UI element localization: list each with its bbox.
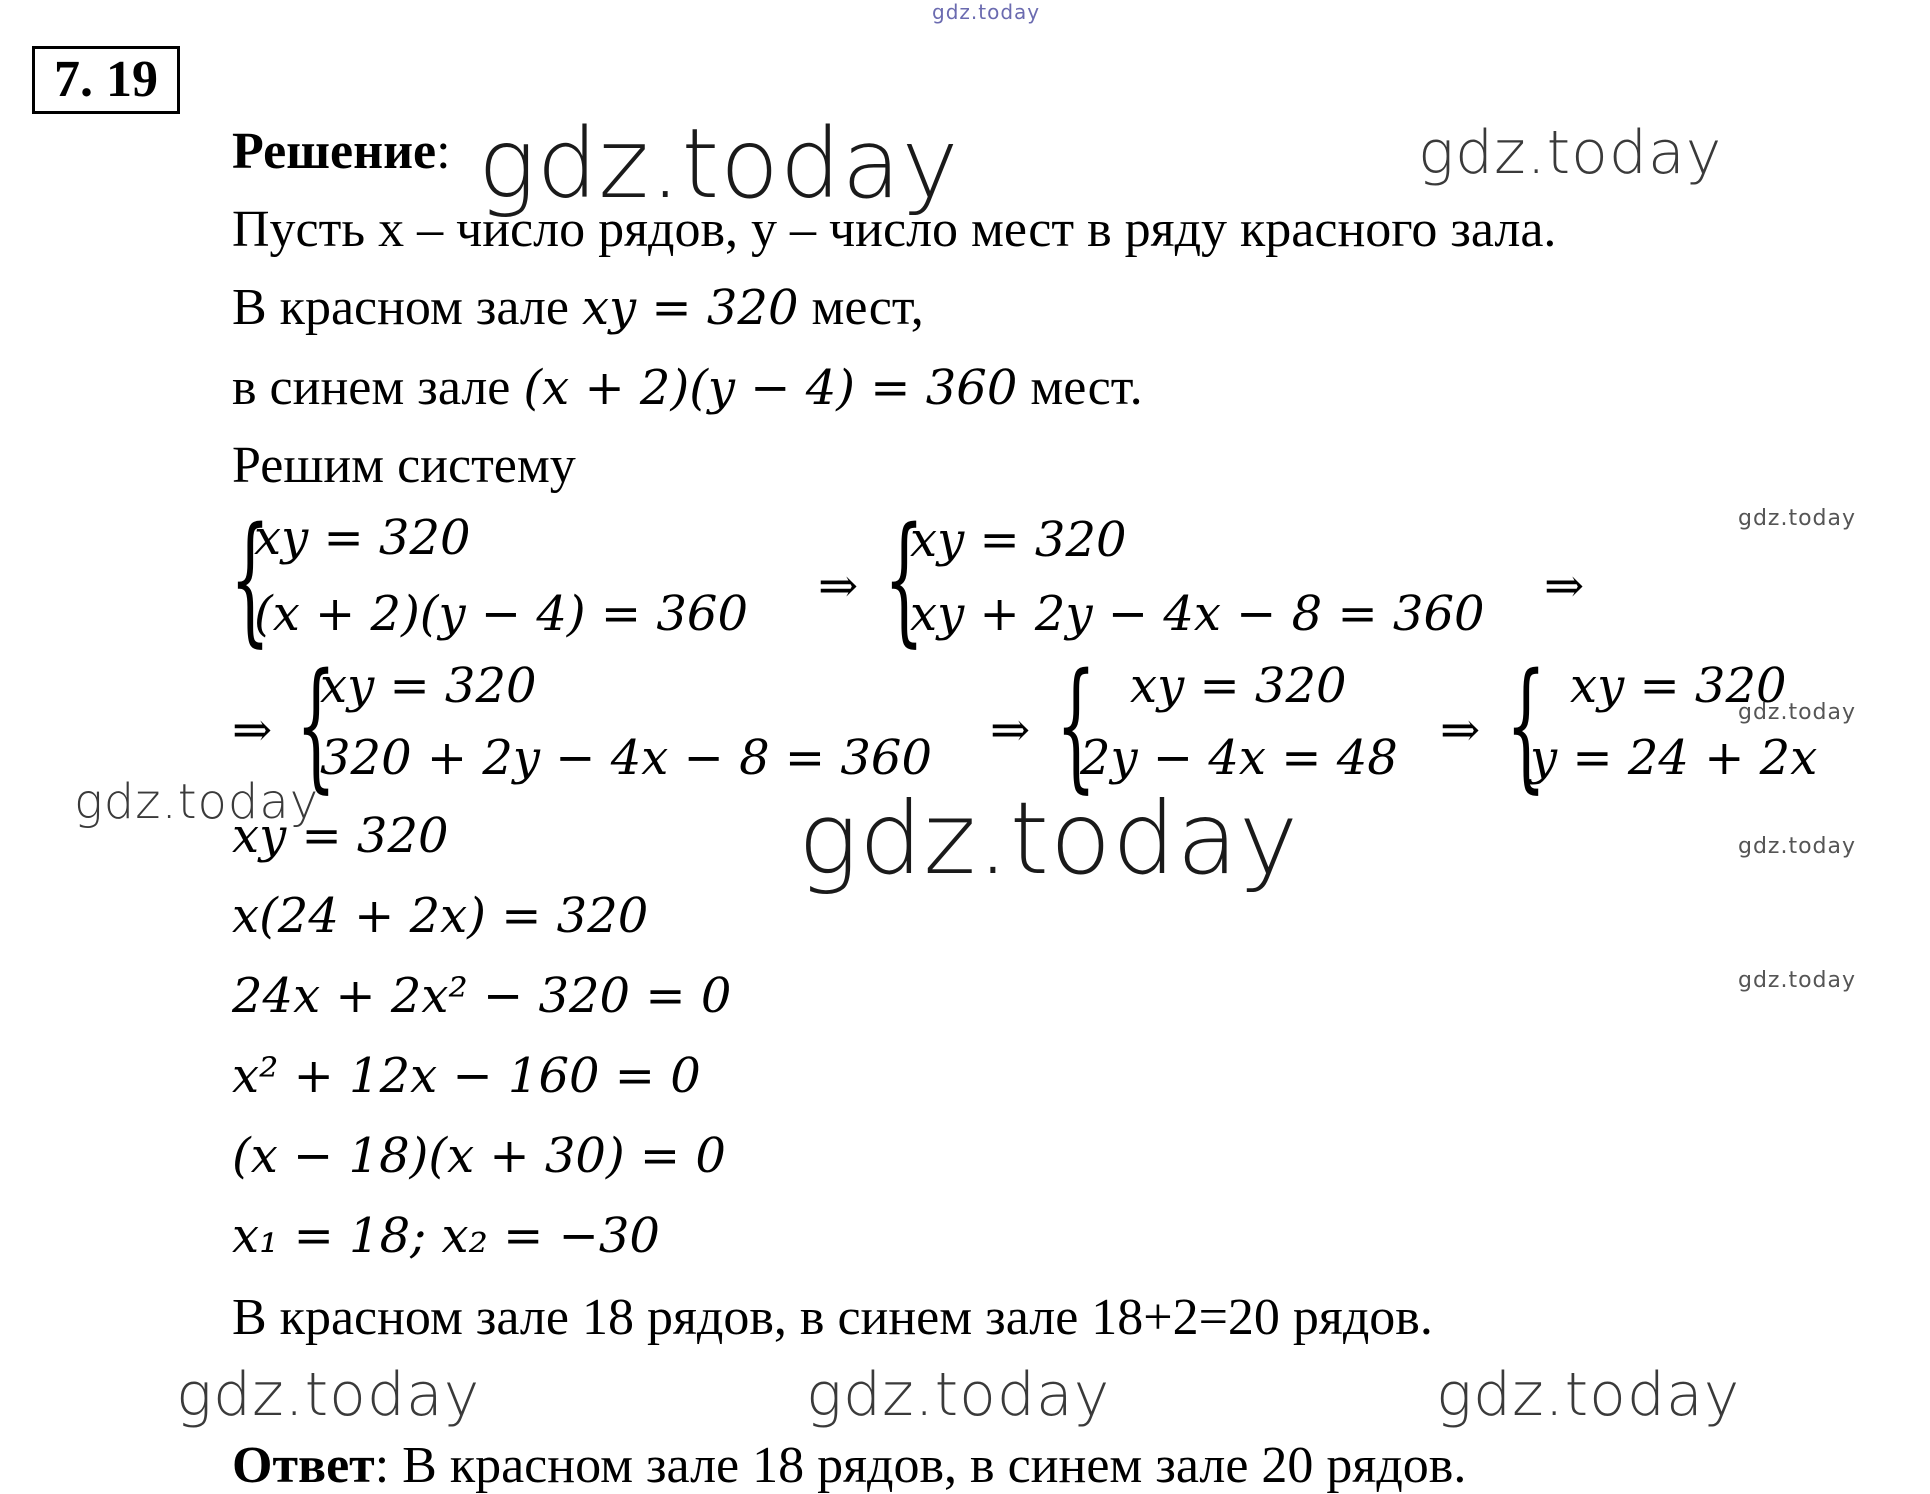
watermark-bottom: gdz.today <box>176 1360 481 1430</box>
implies-arrow: ⇒ <box>1440 702 1481 758</box>
system-brace: { <box>1506 644 1547 807</box>
system-3-eq-2: 320 + 2y − 4x − 8 = 360 <box>320 730 932 786</box>
watermark-large: gdz.today <box>478 108 960 220</box>
equation-5: (x − 18)(x + 30) = 0 <box>232 1128 726 1184</box>
text-line-1: Пусть x – число рядов, y – число мест в ряду красного зала. <box>232 201 1557 258</box>
watermark-left: gdz.today <box>74 774 320 830</box>
implies-arrow: ⇒ <box>1544 558 1585 614</box>
system-brace: { <box>1056 644 1097 807</box>
text: В красном зале <box>232 279 582 336</box>
math-expression: (x + 2)(y − 4) = 360 <box>523 360 1018 416</box>
conclusion-text: В красном зале 18 рядов, в синем зале 18+2=20 рядов. <box>232 1289 1433 1346</box>
answer-line <box>232 1437 1467 1494</box>
system-brace: { <box>230 498 271 661</box>
text-line-3 <box>232 358 1143 418</box>
equation-3: 24x + 2x² − 320 = 0 <box>232 968 732 1024</box>
equation-1: xy = 320 <box>232 808 449 864</box>
system-4-eq-2: 2y − 4x = 48 <box>1080 730 1398 786</box>
watermark-small: gdz.today <box>1738 834 1857 859</box>
system-2-eq-1: xy = 320 <box>910 512 1127 568</box>
implies-arrow: ⇒ <box>232 702 273 758</box>
watermark-small: gdz.today <box>1738 700 1857 725</box>
watermark-bottom: gdz.today <box>1436 1360 1741 1430</box>
watermark-bottom: gdz.today <box>806 1360 1111 1430</box>
watermark-center: gdz.today <box>798 780 1300 897</box>
implies-arrow: ⇒ <box>818 558 859 614</box>
solution-heading <box>232 122 451 182</box>
problem-number: 7. 19 <box>32 46 180 114</box>
text-line-2 <box>232 278 924 338</box>
solution-colon: : <box>436 123 451 180</box>
equation-2: x(24 + 2x) = 320 <box>232 888 649 944</box>
math-expression: xy = 320 <box>581 280 799 336</box>
implies-arrow: ⇒ <box>990 702 1031 758</box>
watermark-small: gdz.today <box>1738 968 1857 993</box>
system-5-eq-2: y = 24 + 2x <box>1530 730 1818 786</box>
system-1-eq-2: (x + 2)(y − 4) = 360 <box>254 586 748 642</box>
answer-label: Ответ <box>232 1437 375 1494</box>
text-line-4: Решим систему <box>232 437 576 494</box>
solution-label: Решение <box>232 123 437 180</box>
system-4-eq-1: xy = 320 <box>1130 658 1347 714</box>
watermark-top-right: gdz.today <box>1418 118 1723 188</box>
system-2-eq-2: xy + 2y − 4x − 8 = 360 <box>910 586 1485 642</box>
watermark-top: gdz.today <box>932 0 1041 24</box>
answer-text: : В красном зале 18 рядов, в синем зале 20 рядов. <box>374 1437 1467 1494</box>
equation-6: x₁ = 18; x₂ = −30 <box>232 1208 660 1264</box>
system-brace: { <box>884 498 925 661</box>
watermark-small: gdz.today <box>1738 506 1857 531</box>
system-brace: { <box>296 644 337 807</box>
system-1-eq-1: xy = 320 <box>254 510 471 566</box>
text: мест, <box>798 279 924 336</box>
text: в синем зале <box>232 359 524 416</box>
system-5-eq-1: xy = 320 <box>1570 658 1787 714</box>
equation-4: x² + 12x − 160 = 0 <box>232 1048 701 1104</box>
system-3-eq-1: xy = 320 <box>320 658 537 714</box>
text: мест. <box>1017 359 1143 416</box>
